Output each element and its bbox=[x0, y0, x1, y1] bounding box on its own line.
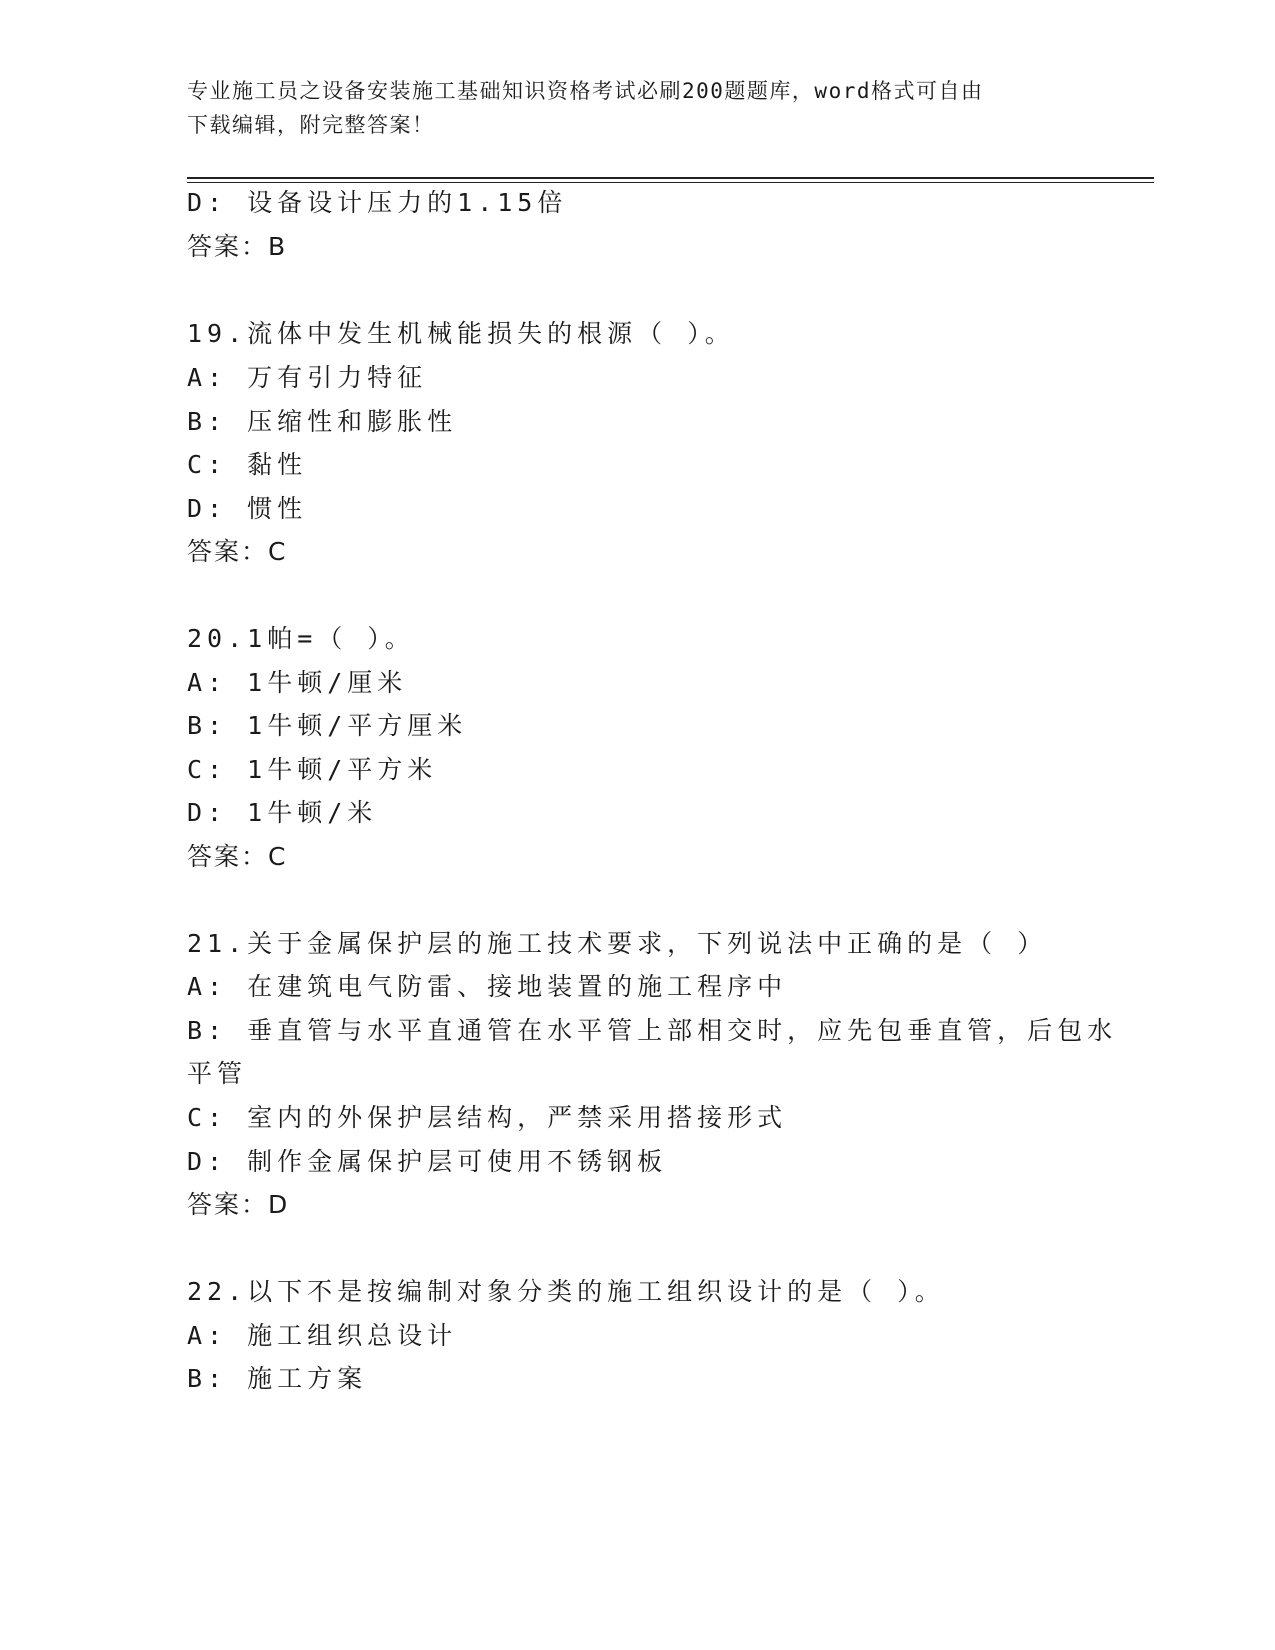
q19-option-d: D: 惯性 bbox=[187, 494, 308, 523]
q19-option-b: B: 压缩性和膨胀性 bbox=[187, 407, 458, 436]
q22-option-b: B: 施工方案 bbox=[187, 1364, 368, 1393]
header-divider-thin bbox=[187, 182, 1154, 183]
prev-option-d: D: 设备设计压力的1.15倍 bbox=[187, 188, 568, 217]
q19-answer: 答案：C bbox=[187, 537, 288, 566]
q21-option-a: A: 在建筑电气防雷、接地装置的施工程序中 bbox=[187, 972, 788, 1001]
header-title-line-1: 专业施工员之设备安装施工基础知识资格考试必刷200题题库，word格式可自由 bbox=[187, 79, 984, 103]
q19-question: 19.流体中发生机械能损失的根源（ ）。 bbox=[187, 319, 735, 348]
q21-option-b-continued: 平管 bbox=[187, 1059, 248, 1088]
q20-option-a: A: 1牛顿/厘米 bbox=[187, 668, 408, 697]
q21-option-b: B: 垂直管与水平直通管在水平管上部相交时，应先包垂直管，后包水 bbox=[187, 1016, 1118, 1045]
q20-option-b: B: 1牛顿/平方厘米 bbox=[187, 711, 468, 740]
q20-question: 20.1帕=（ ）。 bbox=[187, 624, 415, 653]
header-divider-thick bbox=[187, 177, 1154, 179]
q20-answer: 答案：C bbox=[187, 842, 288, 871]
header-title-line-2: 下载编辑，附完整答案！ bbox=[187, 113, 435, 137]
q21-option-c: C: 室内的外保护层结构，严禁采用搭接形式 bbox=[187, 1103, 788, 1132]
q19-option-a: A: 万有引力特征 bbox=[187, 363, 428, 392]
q21-option-d: D: 制作金属保护层可使用不锈钢板 bbox=[187, 1147, 668, 1176]
q21-question: 21.关于金属保护层的施工技术要求，下列说法中正确的是（ ） bbox=[187, 929, 1048, 958]
q19-option-c: C: 黏性 bbox=[187, 450, 308, 479]
q21-answer: 答案：D bbox=[187, 1190, 290, 1219]
q20-option-d: D: 1牛顿/米 bbox=[187, 798, 378, 827]
q20-option-c: C: 1牛顿/平方米 bbox=[187, 755, 438, 784]
document-header bbox=[187, 74, 1087, 142]
q22-option-a: A: 施工组织总设计 bbox=[187, 1321, 458, 1350]
prev-answer: 答案：B bbox=[187, 232, 288, 261]
q22-question: 22.以下不是按编制对象分类的施工组织设计的是（ ）。 bbox=[187, 1277, 945, 1306]
